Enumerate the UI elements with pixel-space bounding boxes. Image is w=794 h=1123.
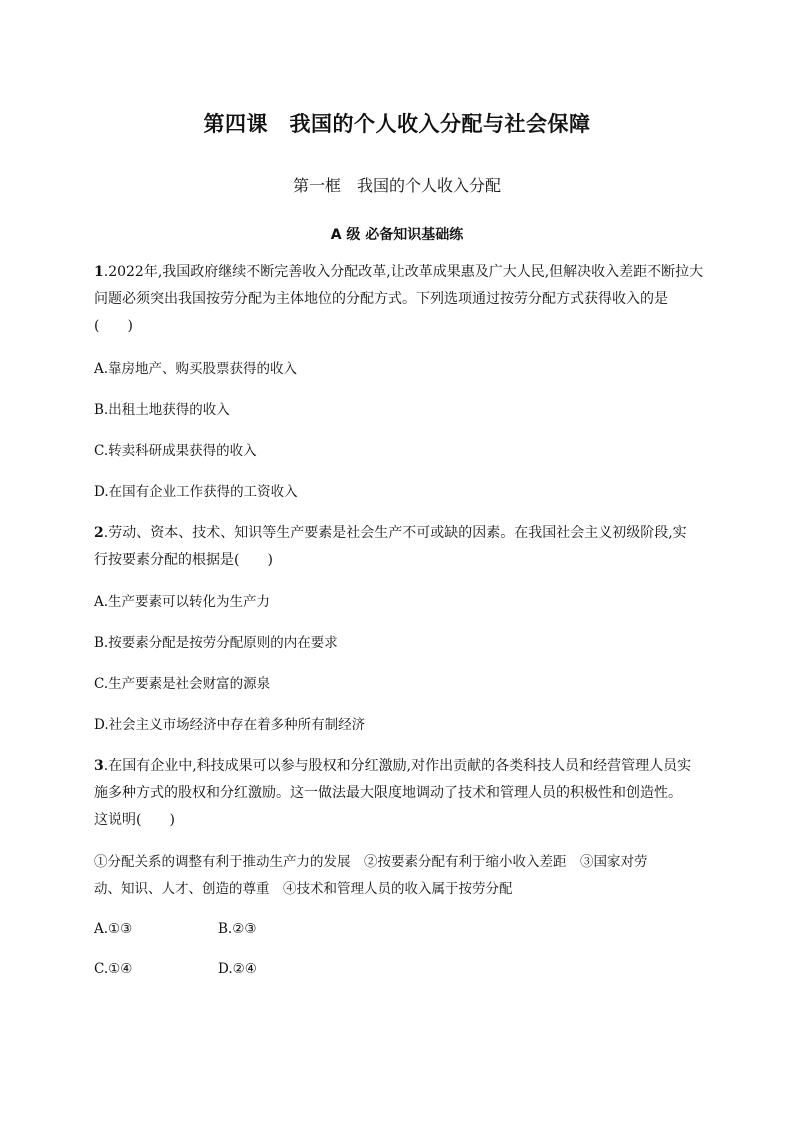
- question-2-number: 2: [94, 525, 104, 541]
- question-2-option-b: B.按要素分配是按劳分配原则的内在要求: [94, 635, 338, 651]
- lesson-title: 第四课 我国的个人收入分配与社会保障: [203, 112, 591, 136]
- question-1-stem-line-2: 问题必须突出我国按劳分配为主体地位的分配方式。下列选项通过按劳分配方式获得收入的是: [94, 291, 668, 307]
- question-3-stem-line-2: 施多种方式的股权和分红激励。这一做法最大限度地调动了技术和管理人员的积极性和创造性。: [94, 785, 682, 801]
- question-3-number: 3: [94, 758, 104, 774]
- level-title: A 级 必备知识基础练: [330, 227, 464, 243]
- question-3-choice-c: C.①④: [94, 961, 133, 977]
- question-1-stem-line-3: ( ): [94, 318, 133, 334]
- question-3-statements-line-1: ①分配关系的调整有利于推动生产力的发展 ②按要素分配有利于缩小收入差距 ③国家对劳: [94, 854, 648, 870]
- question-1-option-b: B.出租土地获得的收入: [94, 402, 230, 418]
- question-2-option-c: C.生产要素是社会财富的源泉: [94, 676, 271, 692]
- question-1-option-c: C.转卖科研成果获得的收入: [94, 443, 257, 459]
- question-2-option-a: A.生产要素可以转化为生产力: [94, 594, 271, 610]
- question-2-stem-line-1: 2.劳动、资本、技术、知识等生产要素是社会生产不可或缺的因素。在我国社会主义初级阶段,实: [94, 525, 687, 541]
- question-3-choice-a: A.①③: [94, 921, 133, 937]
- question-3-stem-line-3: 这说明( ): [94, 812, 175, 828]
- question-3-stem-line-1: 3.在国有企业中,科技成果可以参与股权和分红激励,对作出贡献的各类科技人员和经营管理人员实: [94, 758, 692, 774]
- question-1-option-d: D.在国有企业工作获得的工资收入: [94, 484, 298, 500]
- question-3-choice-b: B.②③: [218, 921, 257, 937]
- question-2-option-d: D.社会主义市场经济中存在着多种所有制经济: [94, 717, 366, 733]
- question-1-number: 1: [94, 264, 104, 280]
- frame-title: 第一框 我国的个人收入分配: [292, 176, 501, 195]
- question-2-stem-line-2: 行按要素分配的根据是( ): [94, 552, 273, 568]
- question-1-option-a: A.靠房地产、购买股票获得的收入: [94, 361, 298, 377]
- question-3-choice-d: D.②④: [218, 961, 257, 977]
- question-3-statements-line-2: 动、知识、人才、创造的尊重 ④技术和管理人员的收入属于按劳分配: [94, 881, 513, 897]
- question-1-stem-line-1: 1.2022年,我国政府继续不断完善收入分配改革,让改革成果惠及广大人民,但解决收入差距不断拉大: [94, 264, 704, 280]
